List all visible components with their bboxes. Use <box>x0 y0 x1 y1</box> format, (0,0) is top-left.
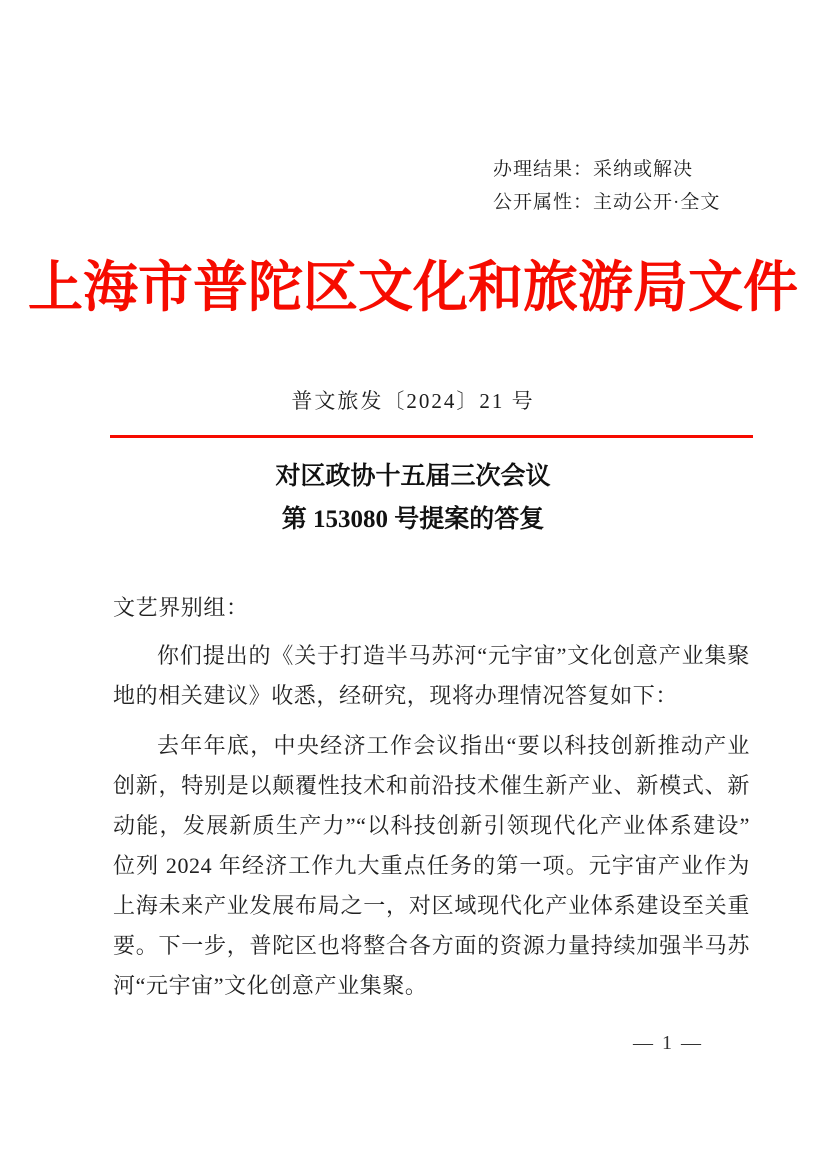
letter-body <box>113 588 750 1016</box>
letter-title <box>0 455 826 541</box>
page-number: — 1 — <box>633 1032 703 1054</box>
body-paragraph: 你们提出的《关于打造半马苏河“元宇宙”文化创意产业集聚地的相关建议》收悉，经研究，现将办理情况答复如下： <box>113 643 750 708</box>
header-meta <box>493 153 720 219</box>
salutation: 文艺界别组： <box>113 595 249 620</box>
document-number: 普文旅发〔2024〕21 号 <box>291 389 535 413</box>
agency-masthead: 上海市普陀区文化和旅游局文件 <box>27 257 798 318</box>
red-divider-rule <box>110 435 753 438</box>
publicity-attribute-line: 公开属性：主动公开·全文 <box>493 192 721 213</box>
letter-title-line1: 对区政协十五届三次会议 <box>275 463 551 490</box>
letter-title-line2: 第 153080 号提案的答复 <box>281 506 545 533</box>
body-paragraph: 去年年底，中央经济工作会议指出“要以科技创新推动产业创新，特别是以颠覆性技术和前沿技术催生新产业、新模式、新动能，发展新质生产力”“以科技创新引领现代化产业体系建设”位列 2024 年经济工作九大重点任务的第一项。元宇宙产业作为上海未来产业发展布局之一，对区域现代化产业体系建设至关重要。下一步，普陀区也将整合各方面的资源力量持续加强半马苏河“元宇宙”文化创意产业集聚。 <box>113 733 750 998</box>
handling-result-line: 办理结果：采纳或解决 <box>493 159 694 180</box>
